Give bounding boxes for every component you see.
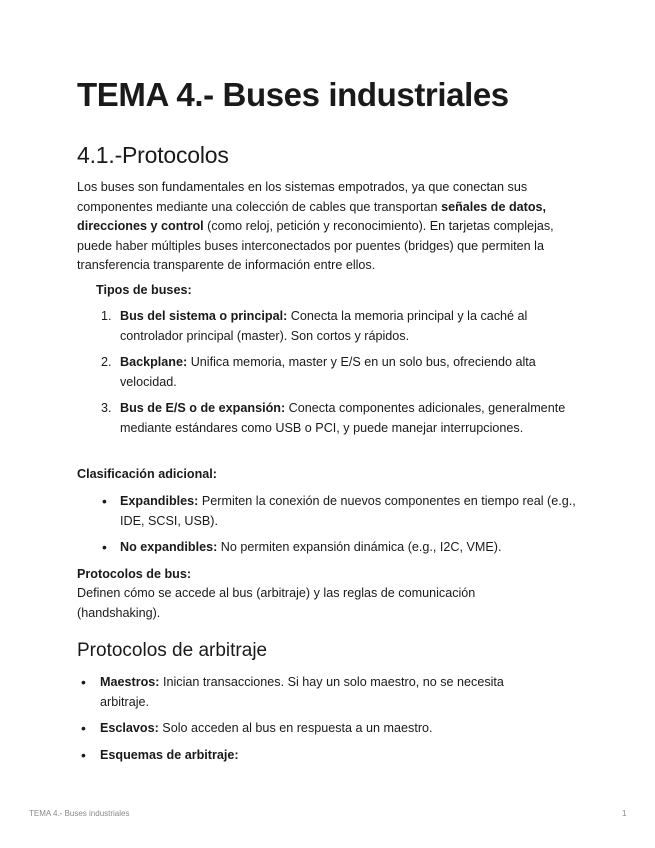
list-item [77, 492, 582, 531]
section-heading: 4.1.-Protocolos [77, 142, 229, 168]
item-label: Esclavos: [100, 721, 159, 735]
bullet-icon: • [102, 493, 107, 509]
bullet-icon: • [81, 746, 86, 763]
bus-types-list [77, 307, 582, 445]
list-item [77, 307, 582, 346]
extra-classification-list [77, 492, 582, 565]
intro-paragraph [77, 178, 577, 276]
intro-text-after: (como reloj, petición y reconocimiento). En tarjetas complejas, puede haber múltiples buses interconectados por puentes (bridges) que permiten la transferencia transparente de información entre ellos. [77, 219, 554, 272]
item-label: Esquemas de arbitraje: [100, 747, 239, 762]
item-text: Permiten la conexión de nuevos componentes en tiempo real (e.g., IDE, SCSI, USB). [120, 494, 576, 528]
item-label: Backplane: [120, 355, 188, 369]
intro-bold-text: señales de datos, direcciones y control [77, 199, 547, 233]
list-item [77, 353, 582, 392]
item-label: Bus de E/S o de expansión: [120, 401, 286, 415]
bullet-icon: • [81, 674, 86, 690]
item-text: Solo acceden al bus en respuesta a un maestro. [158, 721, 433, 735]
arbitration-heading: Protocolos de arbitraje [77, 640, 268, 661]
intro-text-before: Los buses son fundamentales en los sistemas empotrados, ya que conectan sus componentes mediante una colección de cables que transportan [77, 180, 528, 214]
bullet-icon: • [102, 539, 107, 555]
page-number: 1 [622, 809, 627, 818]
bullet-icon: • [81, 720, 86, 736]
item-label: Bus del sistema o principal: [120, 309, 288, 323]
list-number: 2. [101, 355, 112, 369]
list-item [77, 399, 582, 438]
page-title: TEMA 4.- Buses industriales [77, 76, 509, 113]
list-number: 3. [101, 401, 112, 415]
bus-protocols-text: Definen cómo se accede al bus (arbitraje) y las reglas de comunicación (handshaking). [77, 586, 476, 620]
list-item [77, 673, 547, 712]
list-item [77, 719, 547, 739]
item-label: No expandibles: [120, 540, 218, 554]
item-text: Unifica memoria, master y E/S en un solo bus, ofreciendo alta velocidad. [120, 355, 536, 389]
arbitration-list [77, 673, 547, 772]
item-text: Inician transacciones. Si hay un solo maestro, no se necesita arbitraje. [100, 675, 504, 709]
list-item [77, 746, 547, 766]
item-label: Expandibles: [120, 494, 199, 508]
footer-title: TEMA 4.- Buses industriales [29, 809, 130, 818]
bus-types-heading: Tipos de buses: [96, 283, 192, 297]
item-text: Conecta la memoria principal y la caché al controlador principal (master). Son cortos y rápidos. [120, 309, 528, 343]
extra-classification-heading: Clasificación adicional: [77, 467, 217, 481]
list-item [77, 538, 582, 558]
bus-protocols-heading: Protocolos de bus: [77, 567, 192, 581]
list-number: 1. [101, 309, 112, 323]
item-text: No permiten expansión dinámica (e.g., I2C, VME). [217, 540, 502, 554]
item-text: Conecta componentes adicionales, generalmente mediante estándares como USB o PCI, y puede manejar interrupciones. [120, 401, 566, 435]
item-label: Maestros: [100, 675, 160, 689]
